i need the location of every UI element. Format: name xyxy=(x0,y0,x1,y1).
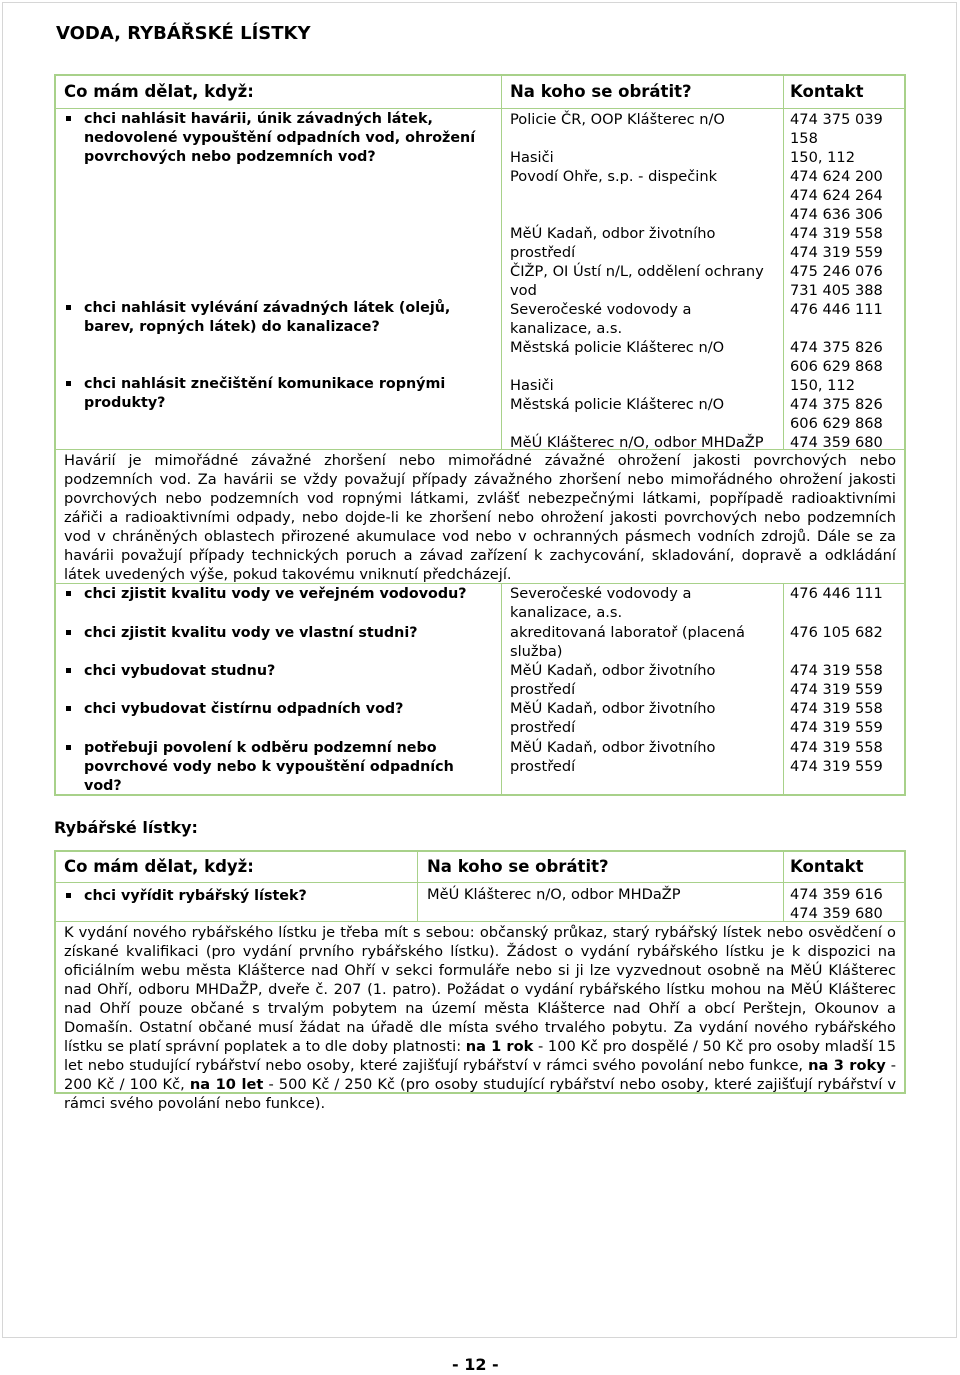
phone-number: 476 446 111 xyxy=(790,301,883,318)
question-well-water: chci zjistit kvalitu vody ve vlastní studni? xyxy=(84,625,418,641)
question-accident: chci nahlásit havárii, únik závadných látek, nedovolené vypouštění odpadních vod, ohrožení povrchových nebo podzemních vod? xyxy=(84,111,476,165)
question-fishing-license: chci vyřídit rybářský lístek? xyxy=(84,888,307,904)
bullet-icon xyxy=(66,305,71,310)
bullet-icon xyxy=(66,668,71,673)
header-who: Na koho se obrátit? xyxy=(427,857,609,876)
bullet-icon xyxy=(66,745,71,750)
phone-number: 474 375 826 xyxy=(790,339,883,356)
bullet-icon xyxy=(66,706,71,711)
contact-name: Policie ČR, OOP Klášterec n/O xyxy=(510,111,725,128)
header-contact: Kontakt xyxy=(790,82,864,101)
contact-name: Hasiči xyxy=(510,377,554,394)
question-sewer: chci nahlásit vylévání závadných látek (olejů, barev, ropných látek) do kanalizace? xyxy=(84,300,451,335)
contact-name: Povodí Ohře, s.p. - dispečink xyxy=(510,168,718,185)
phone-number: 474 636 306 xyxy=(790,206,883,223)
contact-name: MěÚ Kadaň, odbor životního prostředí xyxy=(510,662,716,698)
phone-number: 474 375 826 xyxy=(790,396,883,413)
phone-number: 476 446 111 xyxy=(790,585,883,602)
bullet-icon xyxy=(66,630,71,635)
phone-number: 474 319 558 474 319 559 xyxy=(790,700,883,736)
phone-number: 474 319 558 474 319 559 xyxy=(790,739,883,775)
contact-name: MěÚ Kadaň, odbor životního prostředí xyxy=(510,739,716,775)
phone-number: 474 319 558 xyxy=(790,225,883,242)
phone-number: 150, 112 xyxy=(790,149,855,166)
bullet-icon xyxy=(66,893,71,898)
contact-name: Severočeské vodovody a kanalizace, a.s. xyxy=(510,585,692,621)
accident-definition: Havárií je mimořádné závažné zhoršení nebo mimořádné závažné ohrožení jakosti povrchových nebo podzemních vod. Za havárii se vždy považují případy závažného zhoršení nebo mimořádného ohrožení jakosti povrchových nebo podzemních vod ropnými látkami, zvlášť nebezpečnými látkami, popřípadě radioaktivními zářiči a radioaktivními odpady, nebo dojde-li ke zhoršení nebo ohrožení jakosti povrchových nebo podzemních vod v chráněných oblastech přirozené akumulace vod nebo v ochranných pásmech vodních zdrojů. Dále se za havárii považují případy technických poruch a závad zařízení k zachycování, skladování, dopravě a odkládání látek uvedených výše, pokud takovému vniknutí předcházejí. xyxy=(64,452,896,583)
page-number: - 12 - xyxy=(452,1355,499,1374)
header-what: Co mám dělat, když: xyxy=(64,82,254,101)
phone-number: 606 629 868 xyxy=(790,415,883,432)
phone-number: 150, 112 xyxy=(790,377,855,394)
phone-number: 474 319 558 474 319 559 xyxy=(790,662,883,698)
question-permit: potřebuji povolení k odběru podzemní nebo povrchové vody nebo k vypouštění odpadních vod? xyxy=(84,740,454,794)
phone-number: 474 359 616 474 359 680 xyxy=(790,886,883,922)
phone-number: 158 xyxy=(790,130,818,147)
bullet-icon xyxy=(66,381,71,386)
contact-name: MěÚ Kadaň, odbor životního prostředí xyxy=(510,225,716,261)
question-public-water: chci zjistit kvalitu vody ve veřejném vodovodu? xyxy=(84,586,467,602)
fishing-section-label: Rybářské lístky: xyxy=(54,818,198,837)
phone-number: 475 246 076 xyxy=(790,263,883,280)
contact-name: Hasiči xyxy=(510,149,554,166)
phone-number: 474 319 559 xyxy=(790,244,883,261)
contact-name: MěÚ Kadaň, odbor životního prostředí xyxy=(510,700,716,736)
bullet-icon xyxy=(66,591,71,596)
header-contact: Kontakt xyxy=(790,857,864,876)
contact-name: ČIŽP, OI Ústí n/L, oddělení ochrany vod xyxy=(510,263,764,299)
header-who: Na koho se obrátit? xyxy=(510,82,692,101)
contact-name: Severočeské vodovody a kanalizace, a.s. xyxy=(510,301,692,337)
phone-number: 474 624 200 xyxy=(790,168,883,185)
question-road: chci nahlásit znečištění komunikace ropnými produkty? xyxy=(84,376,446,411)
bullet-icon xyxy=(66,116,71,121)
phone-number: 474 375 039 xyxy=(790,111,883,128)
header-what: Co mám dělat, když: xyxy=(64,857,254,876)
phone-number: 474 624 264 xyxy=(790,187,883,204)
page-title: VODA, RYBÁŘSKÉ LÍSTKY xyxy=(56,23,311,44)
question-build-wwtp: chci vybudovat čistírnu odpadních vod? xyxy=(84,701,404,717)
question-build-well: chci vybudovat studnu? xyxy=(84,663,276,679)
phone-number: 476 105 682 xyxy=(790,624,883,641)
contact-name: MěÚ Klášterec n/O, odbor MHDaŽP xyxy=(510,434,764,451)
contact-name: Městská policie Klášterec n/O xyxy=(510,396,725,413)
water-table xyxy=(54,74,906,796)
contact-name: Městská policie Klášterec n/O xyxy=(510,339,725,356)
contact-name: akreditovaná laboratoř (placená služba) xyxy=(510,624,746,660)
phone-number: 474 359 680 xyxy=(790,434,883,451)
fishing-license-info: K vydání nového rybářského lístku je třeba mít s sebou: občanský průkaz, starý rybářský lístek nebo osvědčení o získané kvalifikaci (pro vydání prvního rybářského lístku). Žádost o vydání rybářského lístku je k dispozici na oficiálním webu města Klášterce nad Ohří v sekci formuláře nebo si ji lze vyzvednout osobně na MěÚ Klášterec nad Ohří, odboru MHDaŽP, dveře č. 207 (1. patro). Požádat o vydání rybářského lístku mohou na MěÚ Klášterec nad Ohří pouze občané s trvalým pobytem na území města Klášterce nad Ohří a obcí Perštejn, Okounov a Domašín. Ostatní občané musí žádat na úřadě dle místa svého trvalého pobytu. Za vydání nového rybářského lístku se platí správní poplatek a to dle doby platnosti: na 1 rok - 100 Kč pro dospělé / 50 Kč pro osoby mladší 15 let nebo studující rybářství nebo osoby, které zajišťují rybářství v rámci svého povolání nebo funkce, na 3 roky - 200 Kč / 100 Kč, na 10 let - 500 Kč / 250 Kč (pro osoby studující rybářství nebo osoby, které zajišťují rybářství v rámci svého povolání nebo funkce). xyxy=(64,924,897,1112)
phone-number: 606 629 868 xyxy=(790,358,883,375)
phone-number: 731 405 388 xyxy=(790,282,883,299)
contact-name: MěÚ Klášterec n/O, odbor MHDaŽP xyxy=(427,886,681,903)
